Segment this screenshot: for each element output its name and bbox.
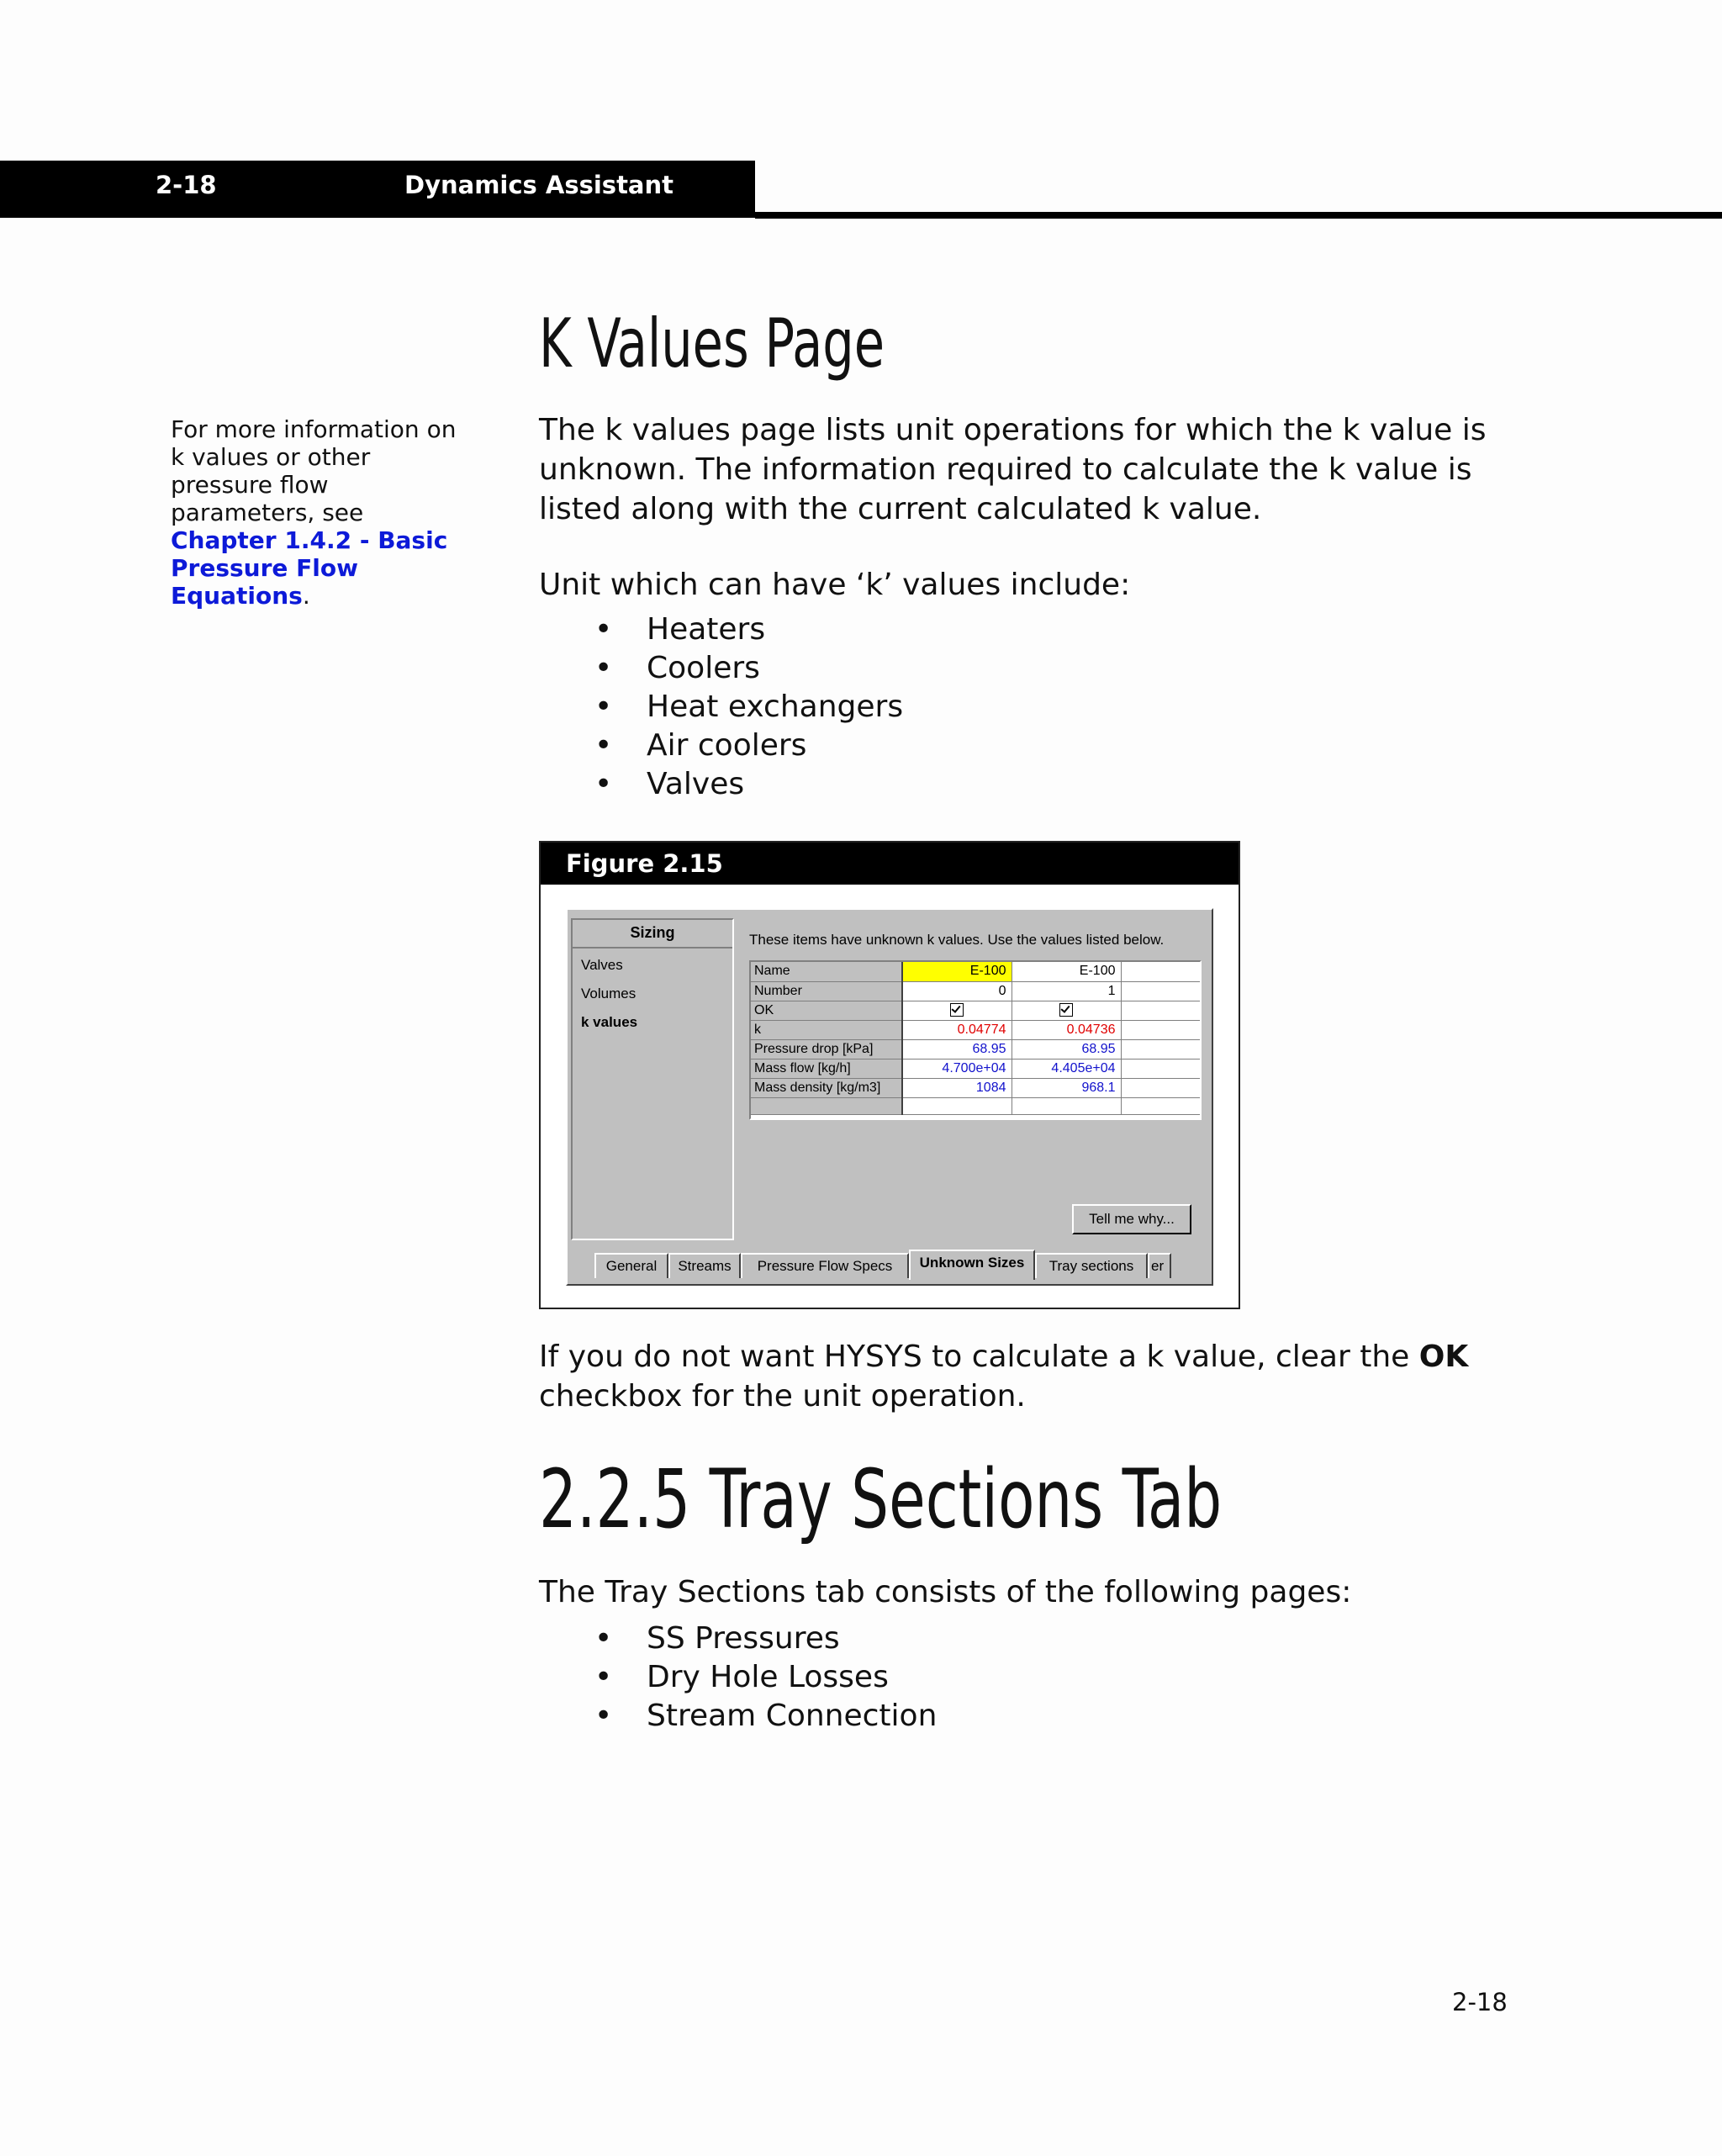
sidenote-text: For more information on k values or other pressure flow parameters, see <box>171 415 457 526</box>
cell-mass-flow-2[interactable]: 4.405e+04 <box>1012 1059 1121 1078</box>
cell-number-1[interactable]: 0 <box>902 981 1012 1001</box>
table-row <box>751 1020 1200 1039</box>
figure-2-15 <box>539 841 1240 1309</box>
figure-caption: Figure 2.15 <box>566 849 723 878</box>
cell-pressure-drop-2[interactable]: 68.95 <box>1012 1039 1121 1059</box>
table-row <box>751 1001 1200 1020</box>
cell-mass-density-1[interactable]: 1084 <box>902 1078 1012 1097</box>
instruction-message: These items have unknown k values. Use the values listed below. <box>749 932 1165 948</box>
paragraph-tray-sections: The Tray Sections tab consists of the following pages: <box>539 1575 1352 1609</box>
ok-checkbox-1[interactable] <box>950 1003 964 1017</box>
empty-cell <box>1121 1001 1200 1020</box>
list-item: • Coolers <box>539 649 903 688</box>
paragraph-k-values-intro: The k values page lists unit operations for which the k value is unknown. The information required to calculate the k value is listed along with the current calculated k value. <box>539 413 1487 526</box>
nav-header: Sizing <box>573 920 732 949</box>
tab-truncated[interactable]: er <box>1148 1253 1171 1278</box>
cell-ok-2 <box>1012 1001 1121 1020</box>
empty-cell <box>1121 962 1200 981</box>
header-title: Dynamics Assistant <box>404 171 674 199</box>
tab-strip <box>568 1253 1212 1284</box>
cell-name-2[interactable]: E-100 <box>1012 962 1121 981</box>
ok-checkbox-2[interactable] <box>1059 1003 1073 1017</box>
tab-unknown-sizes[interactable]: Unknown Sizes <box>909 1250 1035 1280</box>
empty-cell <box>1121 1097 1200 1114</box>
list-item: • Heat exchangers <box>539 688 903 727</box>
section-heading-tray-sections: 2.2.5 Tray Sections Tab <box>539 1452 1223 1546</box>
empty-cell <box>1012 1097 1121 1114</box>
list-item: • Dry Hole Losses <box>539 1658 937 1697</box>
empty-cell <box>1121 981 1200 1001</box>
table-row <box>751 981 1200 1001</box>
row-label: Number <box>751 981 902 1001</box>
table-row <box>751 962 1200 981</box>
tray-pages-list <box>539 1620 937 1736</box>
row-label: Mass density [kg/m3] <box>751 1078 902 1097</box>
footer-page-number: 2-18 <box>1452 1988 1508 2016</box>
nav-item-k-values[interactable]: k values <box>581 1014 638 1030</box>
text-segment: checkbox for the unit operation. <box>539 1379 1026 1414</box>
sizing-nav-panel <box>571 918 734 1240</box>
empty-cell <box>1121 1078 1200 1097</box>
cell-ok-1 <box>902 1001 1012 1020</box>
row-label: Mass flow [kg/h] <box>751 1059 902 1078</box>
list-item: • Stream Connection <box>539 1697 937 1736</box>
empty-cell <box>902 1097 1012 1114</box>
cell-name-1[interactable]: E-100 <box>902 962 1012 981</box>
text-segment: If you do not want HYSYS to calculate a k value, clear the <box>539 1340 1419 1374</box>
section-heading-k-values: K Values Page <box>539 304 885 383</box>
cell-number-2[interactable]: 1 <box>1012 981 1121 1001</box>
cell-mass-flow-1[interactable]: 4.700e+04 <box>902 1059 1012 1078</box>
tell-me-why-button[interactable]: Tell me why... <box>1072 1204 1191 1234</box>
header-page-number: 2-18 <box>156 171 217 199</box>
row-label: Name <box>751 962 902 981</box>
table-row <box>751 1039 1200 1059</box>
row-label: Pressure drop [kPa] <box>751 1039 902 1059</box>
list-item: • Valves <box>539 765 903 804</box>
table-row <box>751 1059 1200 1078</box>
empty-cell <box>1121 1039 1200 1059</box>
cell-k-1[interactable]: 0.04774 <box>902 1020 1012 1039</box>
k-values-grid <box>749 960 1202 1120</box>
figure-caption-bar <box>541 843 1239 885</box>
cell-k-2[interactable]: 0.04736 <box>1012 1020 1121 1039</box>
tab-tray-sections[interactable]: Tray sections <box>1035 1253 1148 1278</box>
hysys-window <box>566 908 1213 1286</box>
list-item: • Air coolers <box>539 727 903 765</box>
row-label: k <box>751 1020 902 1039</box>
list-item: • Heaters <box>539 610 903 649</box>
nav-item-valves[interactable]: Valves <box>581 957 623 973</box>
tab-pressure-flow-specs[interactable]: Pressure Flow Specs <box>741 1253 909 1278</box>
header-rule <box>755 212 1722 219</box>
table-row <box>751 1078 1200 1097</box>
empty-cell <box>1121 1020 1200 1039</box>
tab-general[interactable]: General <box>594 1253 668 1278</box>
cell-pressure-drop-1[interactable]: 68.95 <box>902 1039 1012 1059</box>
nav-item-volumes[interactable]: Volumes <box>581 986 637 1001</box>
paragraph-clear-ok <box>539 1337 1514 1416</box>
sidenote <box>171 415 473 610</box>
row-label-empty <box>751 1097 902 1114</box>
ok-bold: OK <box>1418 1340 1469 1374</box>
list-item: • SS Pressures <box>539 1620 937 1658</box>
paragraph-units-intro: Unit which can have ‘k’ values include: <box>539 568 1131 602</box>
table-row <box>751 1097 1200 1114</box>
sidenote-period: . <box>302 582 310 610</box>
sidenote-link[interactable]: Chapter 1.4.2 - Basic Pressure Flow Equations <box>171 526 448 610</box>
empty-cell <box>1121 1059 1200 1078</box>
tab-streams[interactable]: Streams <box>668 1253 741 1278</box>
row-label: OK <box>751 1001 902 1020</box>
unit-list <box>539 610 903 804</box>
cell-mass-density-2[interactable]: 968.1 <box>1012 1078 1121 1097</box>
